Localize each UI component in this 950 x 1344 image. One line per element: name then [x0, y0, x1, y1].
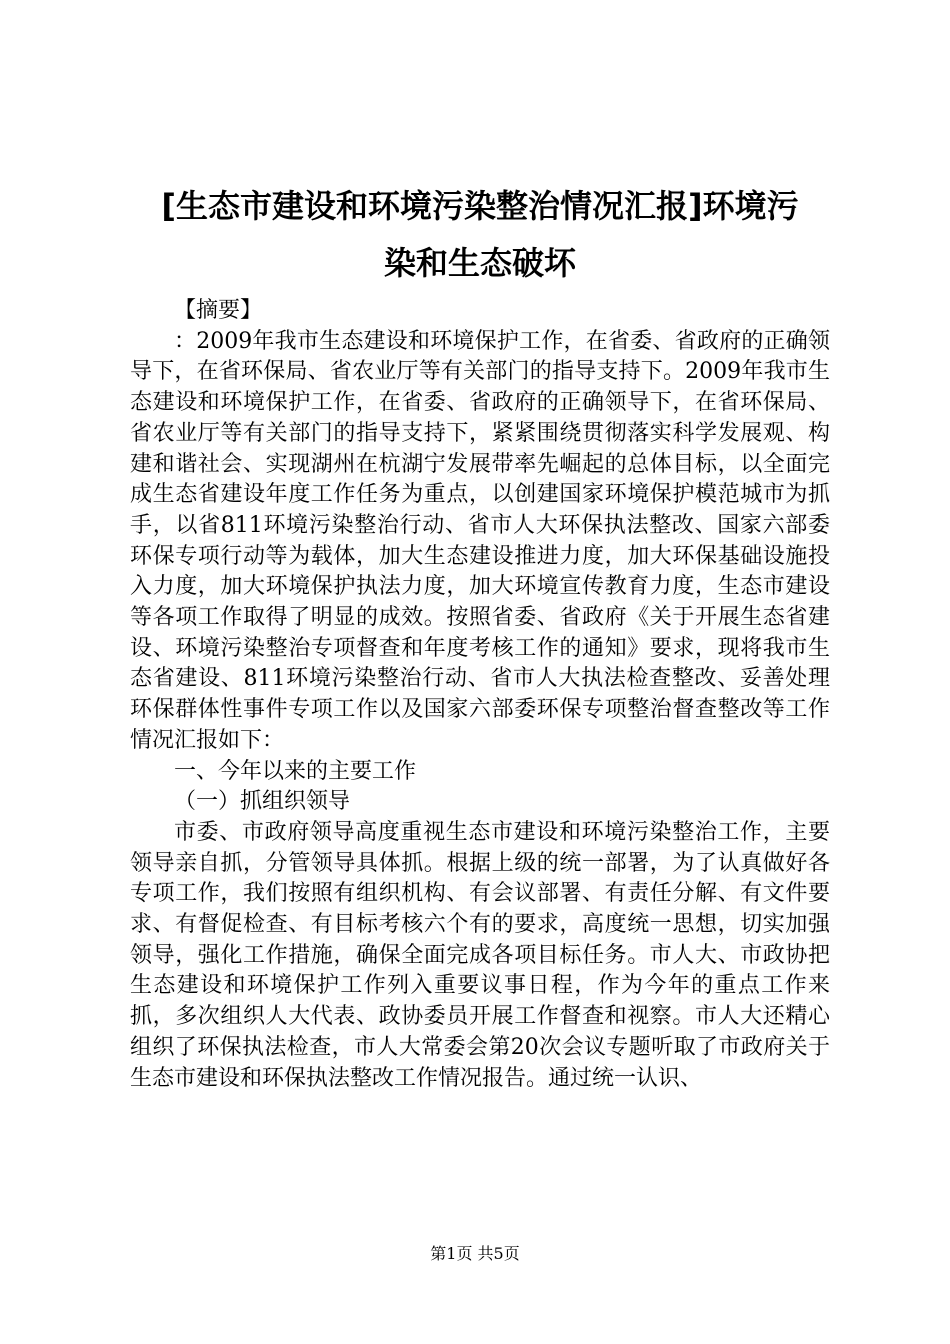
document-body — [130, 296, 830, 1094]
title-line-1: [生态市建设和环境污染整治情况汇报]环境污 — [161, 187, 799, 225]
subsection-heading-1: （一）抓组织领导 — [174, 789, 351, 815]
section-heading-1: 一、今年以来的主要工作 — [174, 758, 417, 784]
body-paragraph: 市委、市政府领导高度重视生态市建设和环境污染整治工作，主要领导亲自抓，分管领导具体抓。根据上级的统一部署，为了认真做好各专项工作，我们按照有组织机构、有会议部署、有责任分解、有文件要求、有督促检查、有目标考核六个有的要求，高度统一思想，切实加强领导，强化工作措施，确保全面完成各项目标任务。市人大、市政协把生态建设和环境保护工作列入重要议事日程，作为今年的重点工作来抓，多次组织人大代表、政协委员开展工作督查和视察。市人大还精心组织了环保执法检查，市人大常委会第20次会议专题听取了市政府关于生态市建设和环保执法整改工作情况报告。通过统一认识、 — [130, 819, 830, 1091]
document-title — [100, 178, 860, 292]
title-line-2: 染和生态破坏 — [383, 244, 576, 282]
abstract-paragraph: ：2009年我市生态建设和环境保护工作，在省委、省政府的正确领导下，在省环保局、省农业厅等有关部门的指导支持下。2009年我市生态建设和环境保护工作，在省委、省政府的正确领导下，在省环保局、省农业厅等有关部门的指导支持下，紧紧围绕贯彻落实科学发展观、构建和谐社会、实现湖州在杭湖宁发展带率先崛起的总体目标，以全面完成生态省建设年度工作任务为重点，以创建国家环境保护模范城市为抓手，以省811环境污染整治行动、省市人大环保执法整改、国家六部委环保专项行动等为载体，加大生态建设推进力度，加大环保基础设施投入力度，加大环境保护执法力度，加大环境宣传教育力度，生态市建设等各项工作取得了明显的成效。按照省委、省政府《关于开展生态省建设、环境污染整治专项督查和年度考核工作的通知》要求，现将我市生态省建设、811环境污染整治行动、省市人大执法检查整改、妥善处理环保群体性事件专项工作以及国家六部委环保专项整治督查整改等工作情况汇报如下： — [130, 328, 830, 753]
abstract-label: 【摘要】 — [174, 298, 263, 323]
page-number-footer: 第1页 共5页 — [430, 1244, 520, 1263]
